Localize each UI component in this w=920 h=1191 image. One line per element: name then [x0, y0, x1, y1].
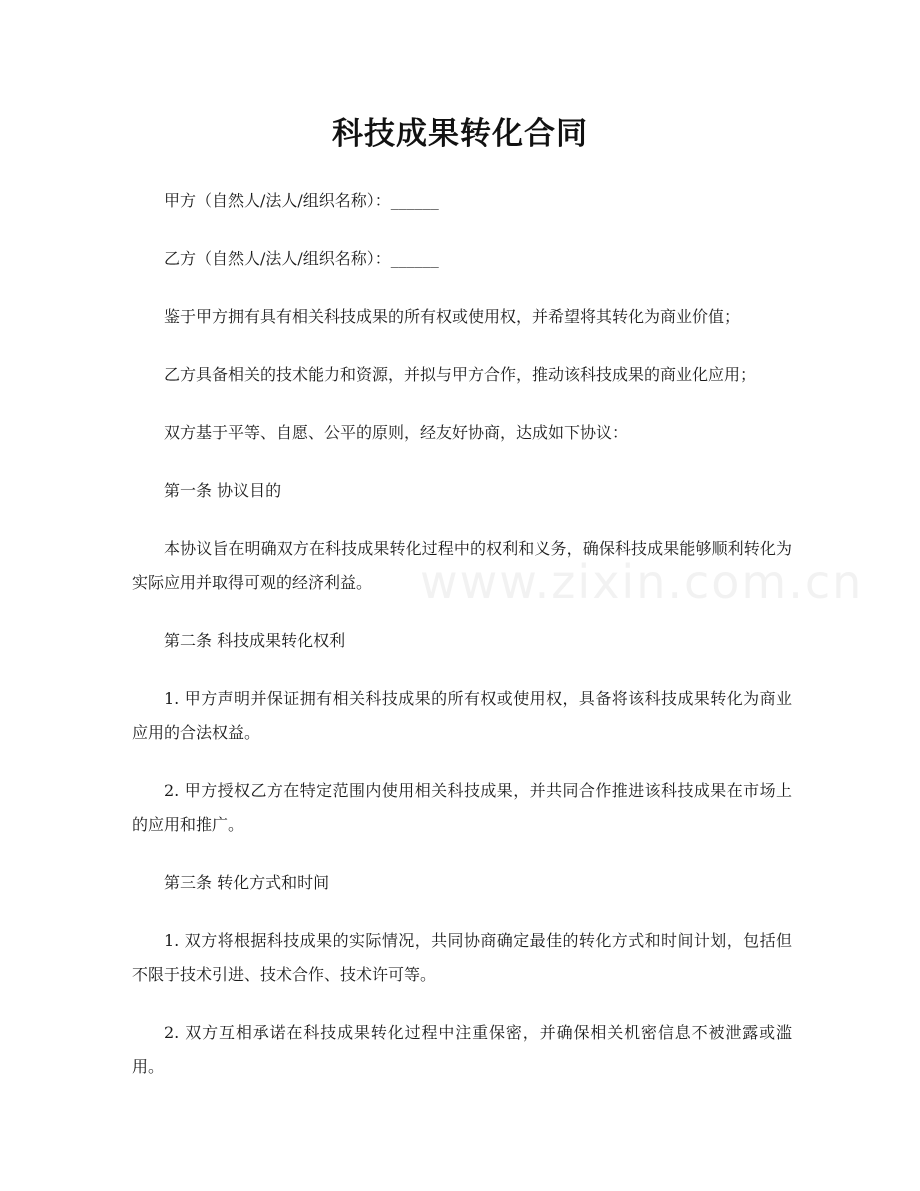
clause-paragraph: 1. 甲方声明并保证拥有相关科技成果的所有权或使用权，具备将该科技成果转化为商业应用的合法权益。 — [132, 689, 792, 742]
party-b-line: 乙方（自然人/法人/组织名称）：______ — [164, 249, 439, 268]
article-heading: 第一条 协议目的 — [164, 481, 282, 500]
party-a-line: 甲方（自然人/法人/组织名称）：______ — [164, 191, 439, 210]
article-heading: 第三条 转化方式和时间 — [164, 873, 330, 892]
clause-paragraph: 2. 甲方授权乙方在特定范围内使用相关科技成果，并共同合作推进该科技成果在市场上的应用和推广。 — [132, 781, 792, 834]
article-heading: 第二条 科技成果转化权利 — [164, 631, 346, 650]
recital-paragraph: 乙方具备相关的技术能力和资源，并拟与甲方合作，推动该科技成果的商业化应用； — [164, 365, 757, 384]
recital-paragraph: 鉴于甲方拥有具有相关科技成果的所有权或使用权，并希望将其转化为商业价值； — [164, 307, 741, 326]
document-title: 科技成果转化合同 — [332, 116, 588, 152]
clause-paragraph: 2. 双方互相承诺在科技成果转化过程中注重保密，并确保相关机密信息不被泄露或滥用。 — [132, 1023, 792, 1076]
watermark: www.zixin.com.cn — [420, 555, 864, 609]
article-paragraph: 本协议旨在明确双方在科技成果转化过程中的权利和义务，确保科技成果能够顺利转化为实际应用并取得可观的经济利益。 — [132, 539, 792, 592]
recital-paragraph: 双方基于平等、自愿、公平的原则，经友好协商，达成如下协议： — [164, 423, 629, 442]
clause-paragraph: 1. 双方将根据科技成果的实际情况，共同协商确定最佳的转化方式和时间计划，包括但不限于技术引进、技术合作、技术许可等。 — [132, 931, 792, 984]
document-body — [132, 184, 792, 1108]
